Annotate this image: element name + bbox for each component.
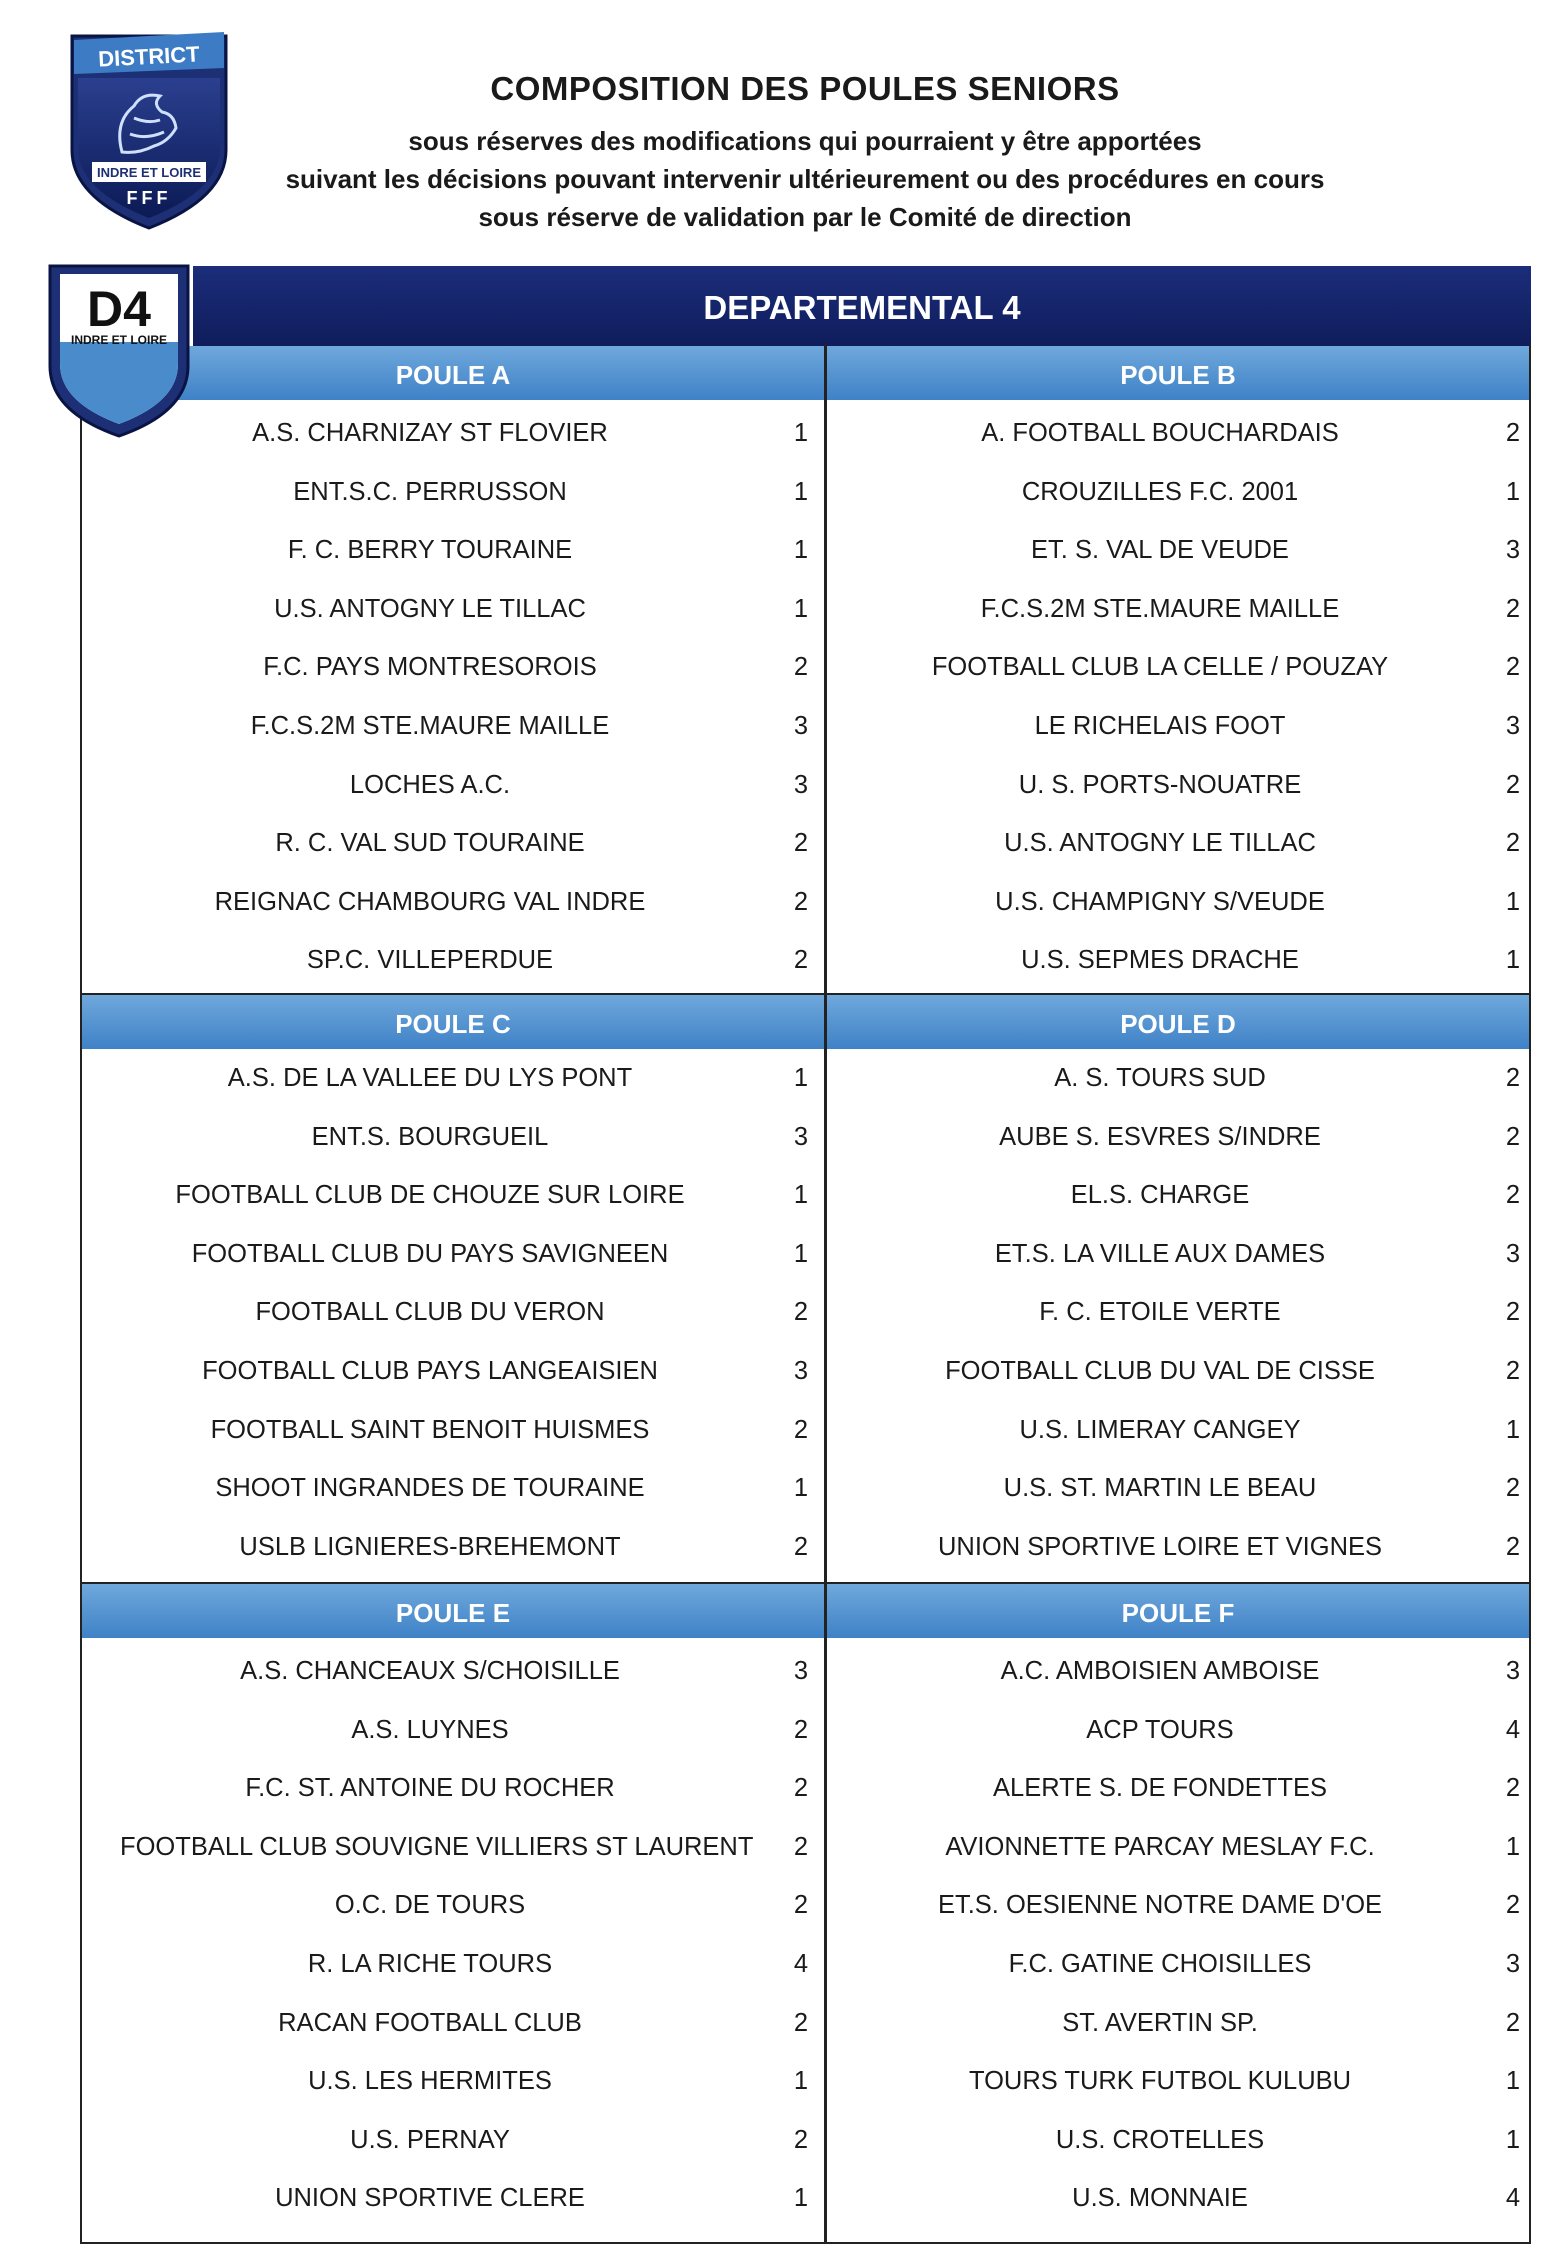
team-name: FOOTBALL CLUB DU VAL DE CISSE — [945, 1357, 1375, 1385]
team-name: EL.S. CHARGE — [1070, 1181, 1250, 1210]
team-row — [0, 1642, 1564, 1700]
team-name: FOOTBALL CLUB PAYS LANGEAISIEN — [202, 1357, 658, 1385]
team-level: 2 — [1505, 829, 1520, 858]
team-row — [0, 521, 1564, 579]
team-level: 1 — [793, 1239, 808, 1268]
team-row — [0, 1876, 1564, 1934]
team-name: ENT.S.C. PERRUSSON — [293, 477, 567, 506]
team-name: R. LA RICHE TOURS — [307, 1950, 553, 1978]
team-level: 3 — [793, 712, 808, 740]
team-name: ENT.S. BOURGUEIL — [311, 1122, 549, 1151]
team-level: 2 — [793, 2008, 808, 2037]
team-name: SP.C. VILLEPERDUE — [306, 946, 554, 975]
team-row — [0, 1401, 1564, 1459]
team-name: FOOTBALL CLUB DU VERON — [255, 1298, 605, 1327]
document-title: COMPOSITION DES POULES SENIORS — [490, 70, 1120, 107]
team-name: ACP TOURS — [1086, 1715, 1234, 1744]
team-row — [0, 463, 1564, 521]
team-name: ST. AVERTIN SP. — [1062, 2008, 1258, 2037]
team-name: A.S. DE LA VALLEE DU LYS PONT — [227, 1064, 633, 1092]
team-row — [0, 814, 1564, 872]
team-level: 2 — [1505, 419, 1520, 447]
team-name: USLB LIGNIERES-BREHEMONT — [239, 1532, 621, 1561]
team-level: 2 — [793, 1715, 808, 1744]
team-name: U.S. SEPMES DRACHE — [1021, 946, 1299, 975]
team-level: 3 — [793, 1122, 808, 1151]
team-row — [0, 1459, 1564, 1517]
team-name: AVIONNETTE PARCAY MESLAY F.C. — [945, 1832, 1375, 1861]
badge-sub: INDRE ET LOIRE — [70, 333, 168, 347]
poule-header: POULE F — [827, 1584, 1529, 1638]
team-level: 2 — [1505, 1891, 1520, 1920]
team-name: FOOTBALL CLUB DU PAYS SAVIGNEEN — [191, 1239, 669, 1268]
team-name: U.S. LES HERMITES — [308, 2067, 552, 2096]
poule-header: POULE E — [82, 1584, 824, 1638]
team-name: F.C. ST. ANTOINE DU ROCHER — [245, 1774, 615, 1803]
logo-bottom-text: FFF — [126, 188, 172, 208]
team-name: U.S. MONNAIE — [1072, 2184, 1248, 2213]
team-name: F.C. GATINE CHOISILLES — [1008, 1950, 1312, 1978]
team-level: 1 — [793, 2067, 808, 2096]
team-name: U.S. CHAMPIGNY S/VEUDE — [995, 887, 1325, 916]
team-name: F.C.S.2M STE.MAURE MAILLE — [980, 594, 1340, 623]
team-level: 4 — [1505, 1715, 1520, 1744]
team-level: 3 — [793, 1357, 808, 1385]
team-name: LOCHES A.C. — [349, 770, 511, 799]
team-level: 2 — [793, 1832, 808, 1861]
team-row — [0, 931, 1564, 989]
team-name: R. C. VAL SUD TOURAINE — [275, 829, 585, 858]
team-level: 2 — [793, 1298, 808, 1327]
team-name: CROUZILLES F.C. 2001 — [1021, 477, 1299, 506]
team-level: 3 — [793, 770, 808, 799]
team-level: 4 — [793, 1950, 808, 1978]
team-name: O.C. DE TOURS — [334, 1891, 526, 1920]
team-name: FOOTBALL CLUB SOUVIGNE VILLIERS ST LAURENT — [120, 1832, 754, 1861]
team-level: 1 — [1505, 2067, 1520, 2096]
team-level: 3 — [1505, 536, 1520, 565]
team-level: 3 — [793, 1657, 808, 1685]
team-row — [0, 1225, 1564, 1283]
team-name: A. S. TOURS SUD — [1054, 1064, 1266, 1092]
team-name: ET. S. VAL DE VEUDE — [1031, 536, 1289, 565]
team-row — [0, 1701, 1564, 1759]
team-row — [0, 1108, 1564, 1166]
team-level: 1 — [1505, 946, 1520, 975]
team-level: 1 — [1505, 1832, 1520, 1861]
team-row — [0, 580, 1564, 638]
team-level: 2 — [793, 1415, 808, 1444]
team-row — [0, 2111, 1564, 2169]
team-name: REIGNAC CHAMBOURG VAL INDRE — [214, 887, 646, 916]
team-name: A.S. LUYNES — [351, 1715, 509, 1744]
team-row — [0, 1759, 1564, 1817]
team-row — [0, 1166, 1564, 1224]
team-level: 1 — [793, 1064, 808, 1092]
team-level: 2 — [1505, 1532, 1520, 1561]
team-row — [0, 638, 1564, 696]
team-name: F. C. ETOILE VERTE — [1039, 1298, 1281, 1327]
team-name: U.S. ANTOGNY LE TILLAC — [274, 594, 586, 623]
poule-header: POULE D — [827, 995, 1529, 1049]
d4-badge — [44, 262, 194, 440]
team-level: 2 — [1505, 1474, 1520, 1503]
team-level: 4 — [1505, 2184, 1520, 2213]
team-level: 1 — [793, 419, 808, 447]
team-name: A.C. AMBOISIEN AMBOISE — [1000, 1657, 1320, 1685]
team-name: F. C. BERRY TOURAINE — [287, 536, 573, 565]
team-row — [0, 1518, 1564, 1576]
team-name: FOOTBALL CLUB DE CHOUZE SUR LOIRE — [175, 1181, 685, 1210]
team-level: 1 — [1505, 887, 1520, 916]
team-name: U. S. PORTS-NOUATRE — [1018, 770, 1302, 799]
team-row — [0, 1283, 1564, 1341]
team-name: A.S. CHANCEAUX S/CHOISILLE — [240, 1657, 620, 1685]
team-row — [0, 1342, 1564, 1400]
team-level: 2 — [793, 1891, 808, 1920]
team-level: 2 — [793, 1774, 808, 1803]
team-name: LE RICHELAIS FOOT — [1034, 712, 1286, 740]
team-level: 1 — [1505, 477, 1520, 506]
poule-header: POULE B — [827, 346, 1529, 400]
division-banner: DEPARTEMENTAL 4 — [193, 266, 1531, 346]
team-level: 1 — [793, 2184, 808, 2213]
team-level: 2 — [1505, 1774, 1520, 1803]
poule-header: POULE C — [82, 995, 824, 1049]
team-row — [0, 404, 1564, 462]
team-level: 2 — [793, 887, 808, 916]
team-level: 3 — [1505, 1239, 1520, 1268]
header-line-3: sous réserve de validation par le Comité de direction — [478, 202, 1132, 232]
team-level: 2 — [1505, 1064, 1520, 1092]
team-level: 2 — [793, 2125, 808, 2154]
document-header — [240, 70, 1370, 236]
logo-top-text: DISTRICT — [97, 41, 201, 72]
team-name: UNION SPORTIVE LOIRE ET VIGNES — [938, 1532, 1382, 1561]
team-name: FOOTBALL SAINT BENOIT HUISMES — [210, 1415, 650, 1444]
team-name: RACAN FOOTBALL CLUB — [278, 2008, 582, 2037]
team-name: U.S. ST. MARTIN LE BEAU — [1003, 1474, 1317, 1503]
team-level: 3 — [1505, 1657, 1520, 1685]
badge-code: D4 — [87, 281, 151, 337]
team-level: 1 — [793, 477, 808, 506]
team-name: ET.S. OESIENNE NOTRE DAME D'OE — [937, 1891, 1383, 1920]
team-level: 2 — [1505, 2008, 1520, 2037]
team-name: AUBE S. ESVRES S/INDRE — [999, 1122, 1321, 1151]
team-level: 2 — [793, 829, 808, 858]
team-level: 2 — [1505, 770, 1520, 799]
team-level: 1 — [793, 536, 808, 565]
team-level: 1 — [793, 594, 808, 623]
team-name: F.C. PAYS MONTRESOROIS — [263, 653, 597, 682]
team-level: 1 — [1505, 1415, 1520, 1444]
team-level: 2 — [793, 946, 808, 975]
team-level: 2 — [793, 1532, 808, 1561]
team-name: U.S. LIMERAY CANGEY — [1019, 1415, 1301, 1444]
team-name: TOURS TURK FUTBOL KULUBU — [968, 2067, 1352, 2096]
team-row — [0, 756, 1564, 814]
team-name: UNION SPORTIVE CLERE — [275, 2184, 585, 2213]
team-level: 2 — [1505, 1298, 1520, 1327]
team-name: F.C.S.2M STE.MAURE MAILLE — [250, 712, 610, 740]
team-level: 1 — [793, 1474, 808, 1503]
team-level: 2 — [1505, 1181, 1520, 1210]
team-level: 2 — [793, 653, 808, 682]
team-level: 1 — [1505, 2125, 1520, 2154]
team-level: 2 — [1505, 1122, 1520, 1151]
team-name: A.S. CHARNIZAY ST FLOVIER — [252, 419, 608, 447]
team-name: A. FOOTBALL BOUCHARDAIS — [981, 419, 1339, 447]
team-level: 1 — [793, 1181, 808, 1210]
team-name: ET.S. LA VILLE AUX DAMES — [994, 1239, 1326, 1268]
team-level: 2 — [1505, 1357, 1520, 1385]
logo-middle-text: INDRE ET LOIRE — [96, 165, 202, 180]
district-logo — [64, 22, 234, 232]
team-name: FOOTBALL CLUB LA CELLE / POUZAY — [931, 653, 1389, 682]
team-row — [0, 1994, 1564, 2052]
team-name: ALERTE S. DE FONDETTES — [993, 1774, 1327, 1803]
team-name: U.S. PERNAY — [350, 2125, 510, 2154]
team-row — [0, 2052, 1564, 2110]
team-level: 3 — [1505, 1950, 1520, 1978]
poule-header: POULE A — [82, 346, 824, 400]
team-row — [0, 1818, 1564, 1876]
team-row — [0, 1935, 1564, 1993]
team-name: U.S. ANTOGNY LE TILLAC — [1004, 829, 1316, 858]
team-level: 2 — [1505, 653, 1520, 682]
team-row — [0, 873, 1564, 931]
team-row — [0, 2169, 1564, 2227]
team-level: 3 — [1505, 712, 1520, 740]
team-name: SHOOT INGRANDES DE TOURAINE — [215, 1474, 645, 1503]
team-row — [0, 1049, 1564, 1107]
header-line-2: suivant les décisions pouvant intervenir ultérieurement ou des procédures en cours — [285, 164, 1325, 194]
team-level: 2 — [1505, 594, 1520, 623]
header-line-1: sous réserves des modifications qui pourraient y être apportées — [408, 126, 1202, 156]
team-name: U.S. CROTELLES — [1055, 2125, 1265, 2154]
team-row — [0, 697, 1564, 755]
